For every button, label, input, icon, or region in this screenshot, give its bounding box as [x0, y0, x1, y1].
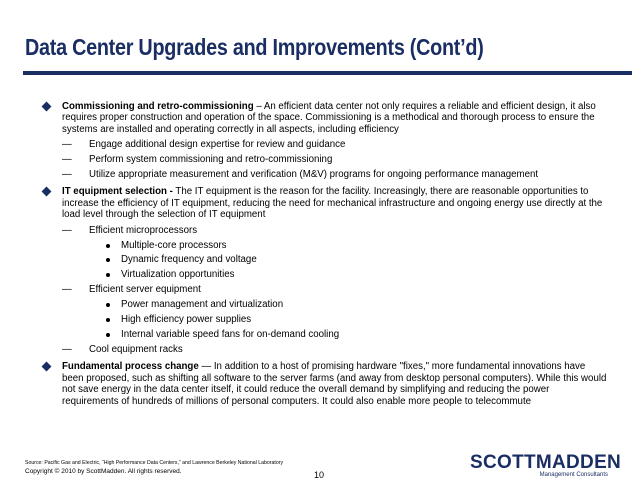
bullet-heading: IT equipment selection - [62, 186, 173, 198]
sub-item [40, 154, 608, 165]
logo-tagline: Management Consultants [539, 472, 608, 478]
sub-sub-item-text: Dynamic frequency and voltage [121, 254, 257, 266]
sub-item-text: Utilize appropriate measurement and verification (M&V) programs for ongoing performance management [89, 169, 539, 181]
bullet-commissioning [40, 101, 608, 135]
title-divider [23, 71, 632, 75]
bullet-text: An efficient data center not only requires a reliable and efficient design, it also requires proper construction and operation of the space. Commissioning is a methodical and thorough process to ensure the systems are installed and operating correctly in all aspects, including efficiency [62, 101, 596, 135]
page-number: 10 [314, 470, 325, 480]
sub-item [40, 225, 608, 236]
logo-name: SCOTTMADDEN [470, 452, 622, 473]
dot-bullet-icon [106, 303, 110, 307]
diamond-bullet-icon [42, 102, 52, 112]
bullet-it-equipment [40, 186, 608, 220]
sub-sub-item [40, 269, 608, 280]
dash-bullet-icon: — [62, 343, 72, 355]
dot-bullet-icon [106, 244, 110, 248]
sub-item-text: Efficient server equipment [89, 284, 201, 296]
bullet-process-change [40, 361, 608, 407]
sub-item [40, 169, 608, 180]
sub-item [40, 344, 608, 355]
bullet-heading: Commissioning and retro-commissioning [62, 101, 254, 112]
sub-sub-item [40, 314, 608, 325]
dash-bullet-icon: — [62, 154, 72, 166]
sub-sub-item-text: High efficiency power supplies [121, 314, 252, 326]
bullet-text: In addition to a host of promising hardware "fixes," more fundamental innovations have been proposed, such as shifting all software to the server farms (and away from desktop personal computers). While this would not save energy in the data center itself, it could reduce the overall demand by simplifying and reducing the power requirements of hundreds of millions of personal computers. It could also enable more people to telecommute [62, 361, 607, 407]
sub-sub-item [40, 299, 608, 310]
bullet-text: The IT equipment is the reason for the facility. Increasingly, there are reasonable opportunities to increase the efficiency of IT equipment, reducing the need for mechanical infrastructure and ongoing energy use directly at the load level through the selection of IT equipment [62, 186, 603, 221]
diamond-bullet-icon [42, 187, 52, 197]
sub-item-text: Perform system commissioning and retro-commissioning [89, 154, 333, 166]
dot-bullet-icon [106, 318, 110, 322]
sub-item-text: Engage additional design expertise for review and guidance [89, 139, 346, 151]
bullet-heading: Fundamental process change [62, 361, 199, 373]
bullet-separator: — [198, 361, 214, 373]
dot-bullet-icon [106, 258, 110, 262]
scottmadden-logo [470, 452, 622, 482]
sub-sub-item [40, 240, 608, 251]
source-note: Source: Pacific Gas and Electric, “High Performance Data Centers,” and Lawrence Berkeley National Laboratory [25, 460, 284, 466]
dot-bullet-icon [106, 333, 110, 337]
dash-bullet-icon: — [62, 139, 72, 151]
slide-content [40, 101, 608, 411]
sub-item-text: Efficient microprocessors [89, 224, 198, 236]
dash-bullet-icon: — [62, 169, 72, 181]
sub-sub-item [40, 329, 608, 340]
sub-sub-item-text: Power management and virtualization [121, 299, 284, 311]
dot-bullet-icon [106, 273, 110, 277]
diamond-bullet-icon [42, 362, 52, 372]
dash-bullet-icon: — [62, 224, 72, 236]
sub-sub-item-text: Internal variable speed fans for on-demand cooling [121, 329, 340, 340]
bullet-separator: – [253, 101, 264, 112]
sub-item [40, 284, 608, 295]
page-title: Data Center Upgrades and Improvements (Cont’d) [25, 34, 484, 60]
dash-bullet-icon: — [62, 284, 72, 296]
sub-item-text: Cool equipment racks [89, 343, 183, 355]
copyright: Copyright © 2010 by ScottMadden. All rights reserved. [25, 468, 182, 475]
sub-sub-item-text: Multiple-core processors [121, 239, 227, 251]
sub-sub-item [40, 254, 608, 265]
sub-sub-item-text: Virtualization opportunities [121, 269, 235, 281]
sub-item [40, 139, 608, 150]
